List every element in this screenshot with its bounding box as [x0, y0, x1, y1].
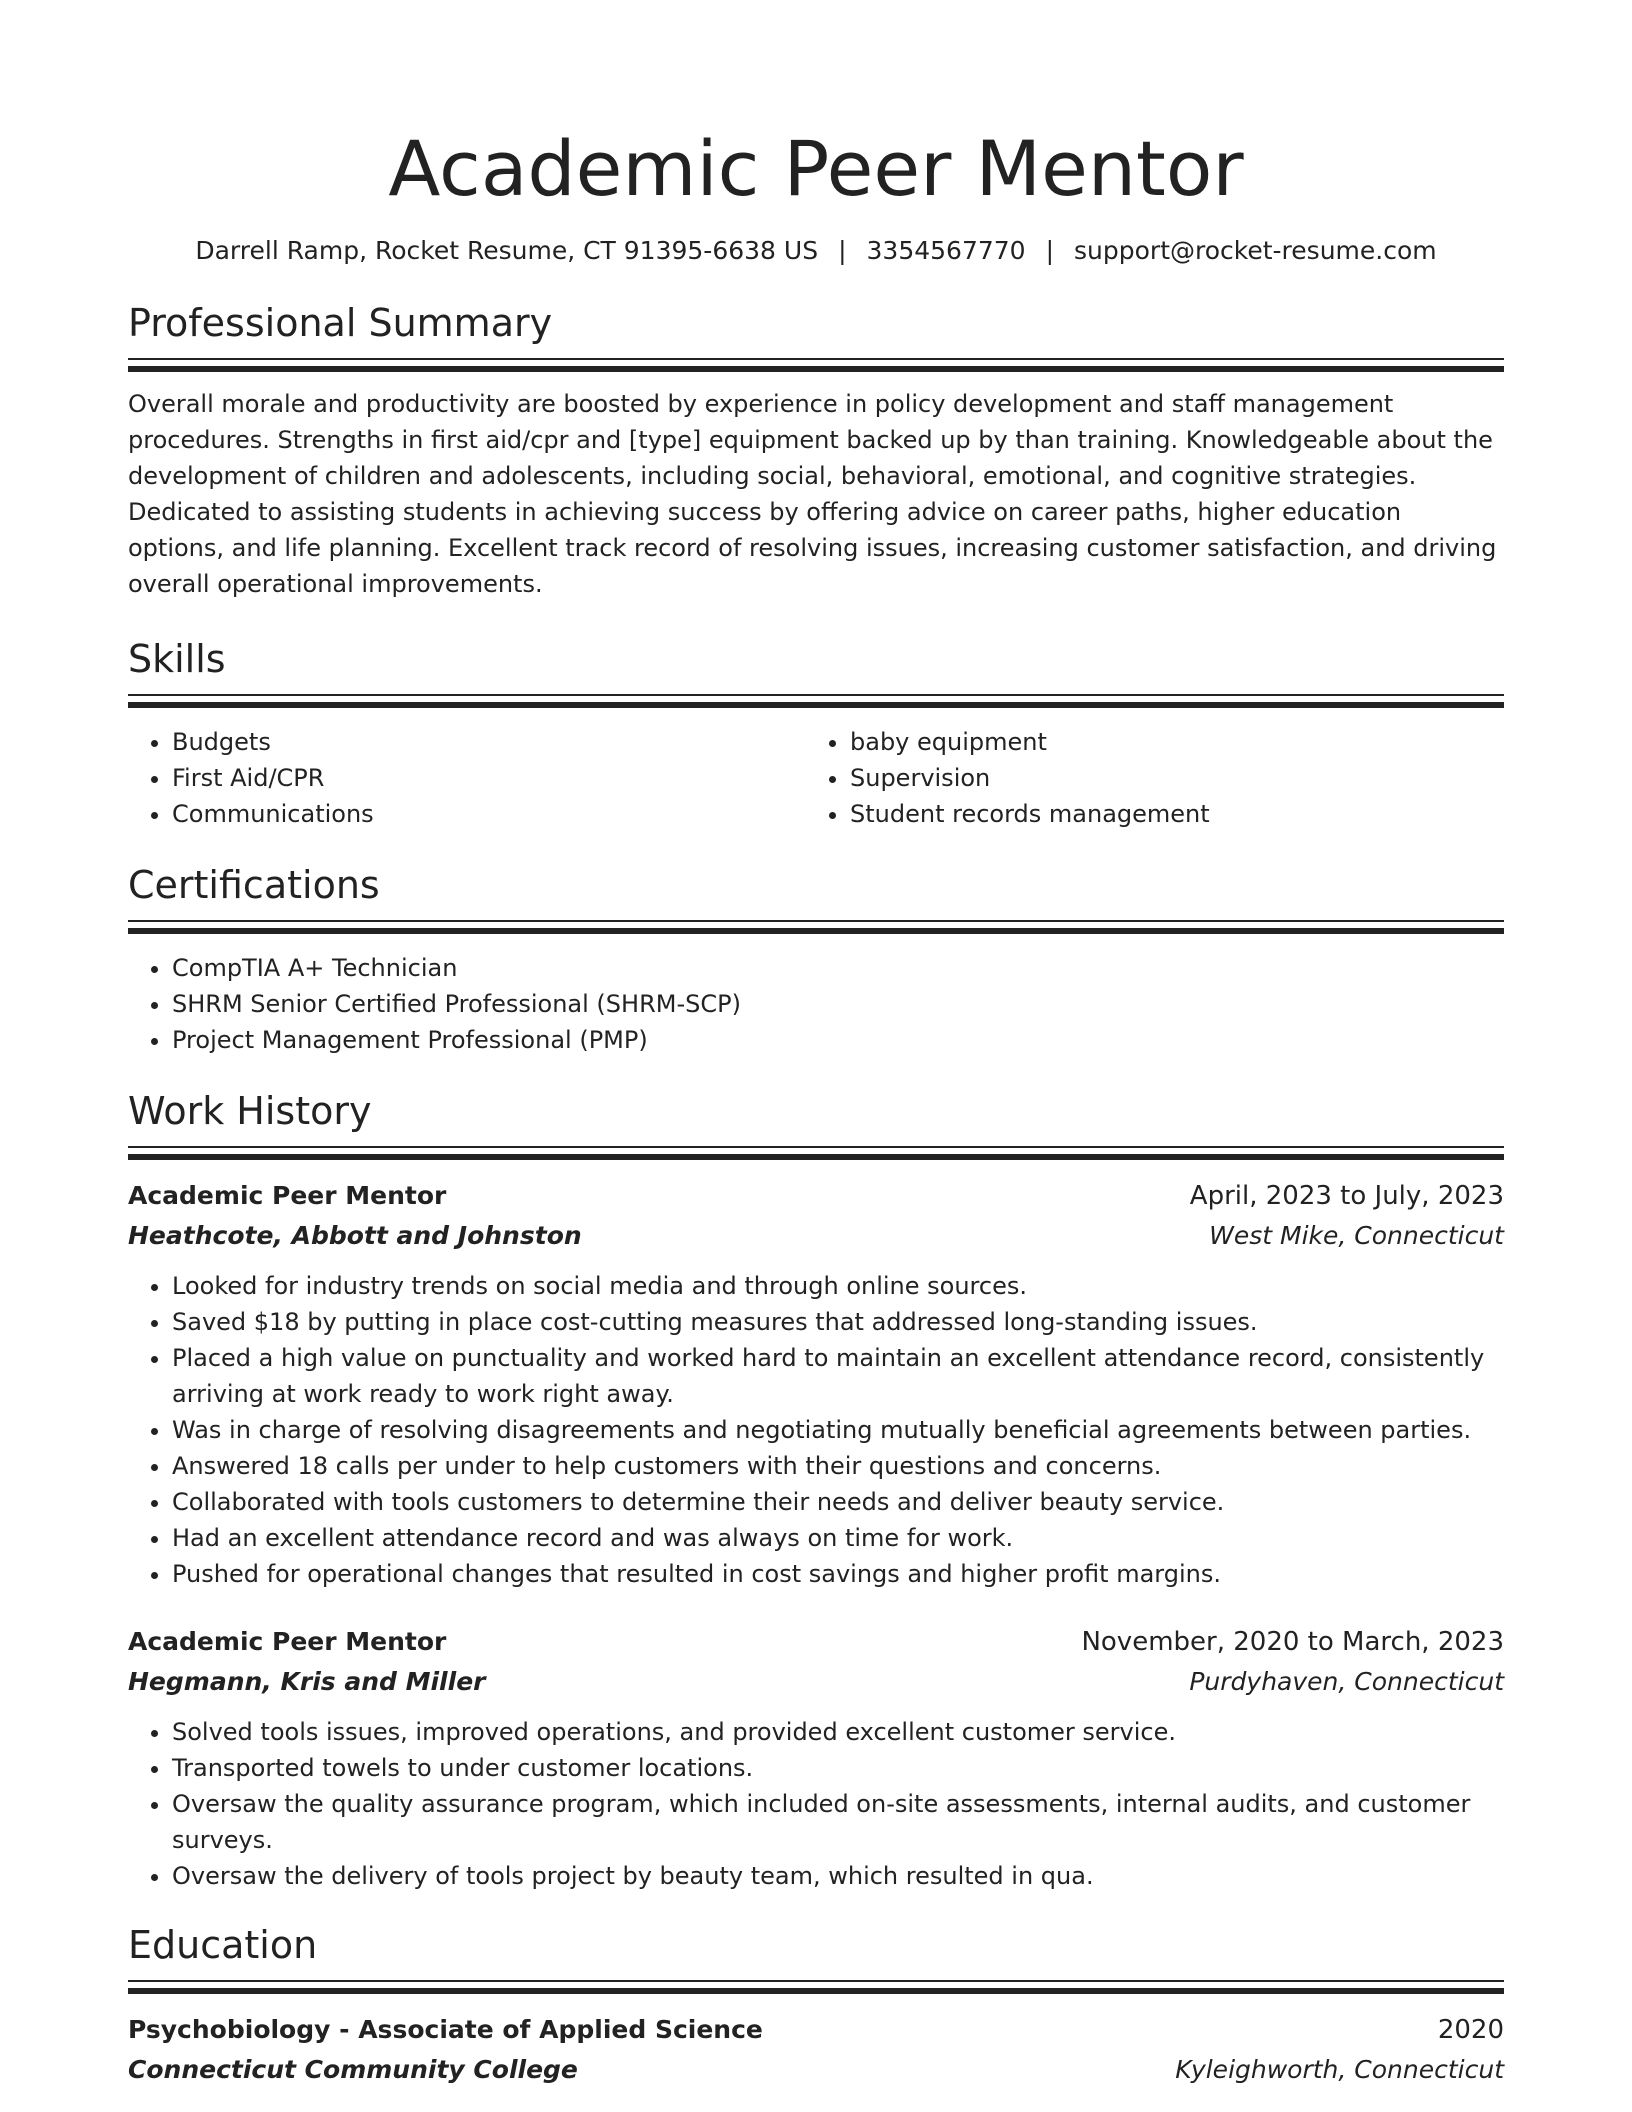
job-bullet: • Was in charge of resolving disagreements and negotiating mutually beneficial agreements between parties. [172, 1412, 1504, 1448]
job-company-row [128, 1662, 1504, 1702]
certification-item: • Project Management Professional (PMP) [172, 1022, 1504, 1058]
job-company-row [128, 1216, 1504, 1256]
section-divider-thick [128, 928, 1504, 934]
job-entry [128, 1176, 1504, 1592]
skills-grid [128, 724, 1504, 832]
job-company: Hegmann, Kris and Miller [128, 1667, 486, 1696]
contact-separator: | [1045, 236, 1055, 265]
job-entry [128, 1622, 1504, 1894]
job-bullets [128, 1714, 1504, 1894]
section-heading: Certifications [128, 863, 380, 907]
job-header-row [128, 1622, 1504, 1662]
education-school: Connecticut Community College [128, 2055, 578, 2084]
job-title: Academic Peer Mentor [128, 1627, 447, 1656]
section-divider [128, 358, 1504, 360]
section-divider-thick [128, 702, 1504, 708]
education-year: 2020 [1437, 2015, 1504, 2045]
job-bullet: • Transported towels to under customer locations. [172, 1750, 1504, 1786]
section-heading: Work History [128, 1089, 372, 1133]
education-school-row [128, 2050, 1504, 2090]
certifications-list [128, 950, 1504, 1058]
education-location: Kyleighworth, Connecticut [1175, 2055, 1504, 2084]
section-divider [128, 694, 1504, 696]
contact-line [128, 234, 1504, 268]
job-company: Heathcote, Abbott and Johnston [128, 1221, 582, 1250]
job-bullet: • Collaborated with tools customers to determine their needs and deliver beauty service. [172, 1484, 1504, 1520]
job-bullet: • Placed a high value on punctuality and worked hard to maintain an excellent attendance record, consistently arriving at work ready to work right away. [172, 1340, 1504, 1412]
section-divider [128, 1146, 1504, 1148]
skill-item: • Communications [172, 796, 806, 832]
summary-text: Overall morale and productivity are boosted by experience in policy development and staff management procedures. Strengths in first aid/cpr and [type] equipment backed up by than training. Knowledgeable about the development of children and adolescents, including social, behavioral, emotional, and cognitive strategies. Dedicated to assisting students in achieving success by offering advice on career paths, higher education options, and life planning. Excellent track record of resolving issues, increasing customer satisfaction, and driving overall operational improvements. [128, 390, 1497, 598]
skills-list [806, 724, 1484, 832]
section-divider [128, 920, 1504, 922]
section-heading: Education [128, 1923, 318, 1967]
section-divider [128, 1980, 1504, 1982]
summary-section [128, 298, 1504, 602]
job-bullet: • Had an excellent attendance record and was always on time for work. [172, 1520, 1504, 1556]
skill-item: • First Aid/CPR [172, 760, 806, 796]
job-title: Academic Peer Mentor [128, 1181, 447, 1210]
skills-column-left [128, 724, 806, 832]
section-heading: Professional Summary [128, 301, 553, 345]
certification-item: • SHRM Senior Certified Professional (SHRM-SCP) [172, 986, 1504, 1022]
work-history-section [128, 1086, 1504, 1894]
skills-list [128, 724, 806, 832]
section-divider-thick [128, 1154, 1504, 1160]
skill-item: • Budgets [172, 724, 806, 760]
job-bullets [128, 1268, 1504, 1592]
job-dates: April, 2023 to July, 2023 [1189, 1181, 1504, 1211]
skill-item: • Student records management [850, 796, 1484, 832]
job-bullet: • Answered 18 calls per under to help customers with their questions and concerns. [172, 1448, 1504, 1484]
job-header-row [128, 1176, 1504, 1216]
job-location: West Mike, Connecticut [1209, 1221, 1504, 1250]
certification-item: • CompTIA A+ Technician [172, 950, 1504, 986]
certifications-list-wrap [128, 950, 1504, 1058]
skill-item: • Supervision [850, 760, 1484, 796]
job-location: Purdyhaven, Connecticut [1189, 1667, 1504, 1696]
skills-column-right [806, 724, 1484, 832]
education-degree: Psychobiology - Associate of Applied Science [128, 2015, 763, 2044]
section-heading: Skills [128, 637, 226, 681]
contact-phone: 3354567770 [866, 236, 1026, 265]
contact-separator: | [838, 236, 847, 265]
job-bullet: • Saved $18 by putting in place cost-cutting measures that addressed long-standing issues. [172, 1304, 1504, 1340]
contact-email[interactable]: support@rocket-resume.com [1074, 236, 1437, 265]
section-divider-thick [128, 366, 1504, 372]
education-section [128, 1920, 1504, 2090]
job-bullet: • Solved tools issues, improved operations, and provided excellent customer service. [172, 1714, 1504, 1750]
education-header-row [128, 2010, 1504, 2050]
skills-section [128, 634, 1504, 832]
resume-page [128, 0, 1504, 2090]
resume-title: Academic Peer Mentor [388, 124, 1244, 213]
education-entry [128, 2010, 1504, 2090]
contact-address: Darrell Ramp, Rocket Resume, CT 91395-6638 US [195, 236, 819, 265]
skill-item: • baby equipment [850, 724, 1484, 760]
job-bullet: • Pushed for operational changes that resulted in cost savings and higher profit margins. [172, 1556, 1504, 1592]
job-bullet: • Looked for industry trends on social media and through online sources. [172, 1268, 1504, 1304]
job-bullet: • Oversaw the delivery of tools project by beauty team, which resulted in qua. [172, 1858, 1504, 1894]
section-divider-thick [128, 1988, 1504, 1994]
job-dates: November, 2020 to March, 2023 [1081, 1627, 1504, 1657]
certifications-section [128, 860, 1504, 1058]
job-bullet: • Oversaw the quality assurance program, which included on-site assessments, internal audits, and customer surveys. [172, 1786, 1504, 1858]
